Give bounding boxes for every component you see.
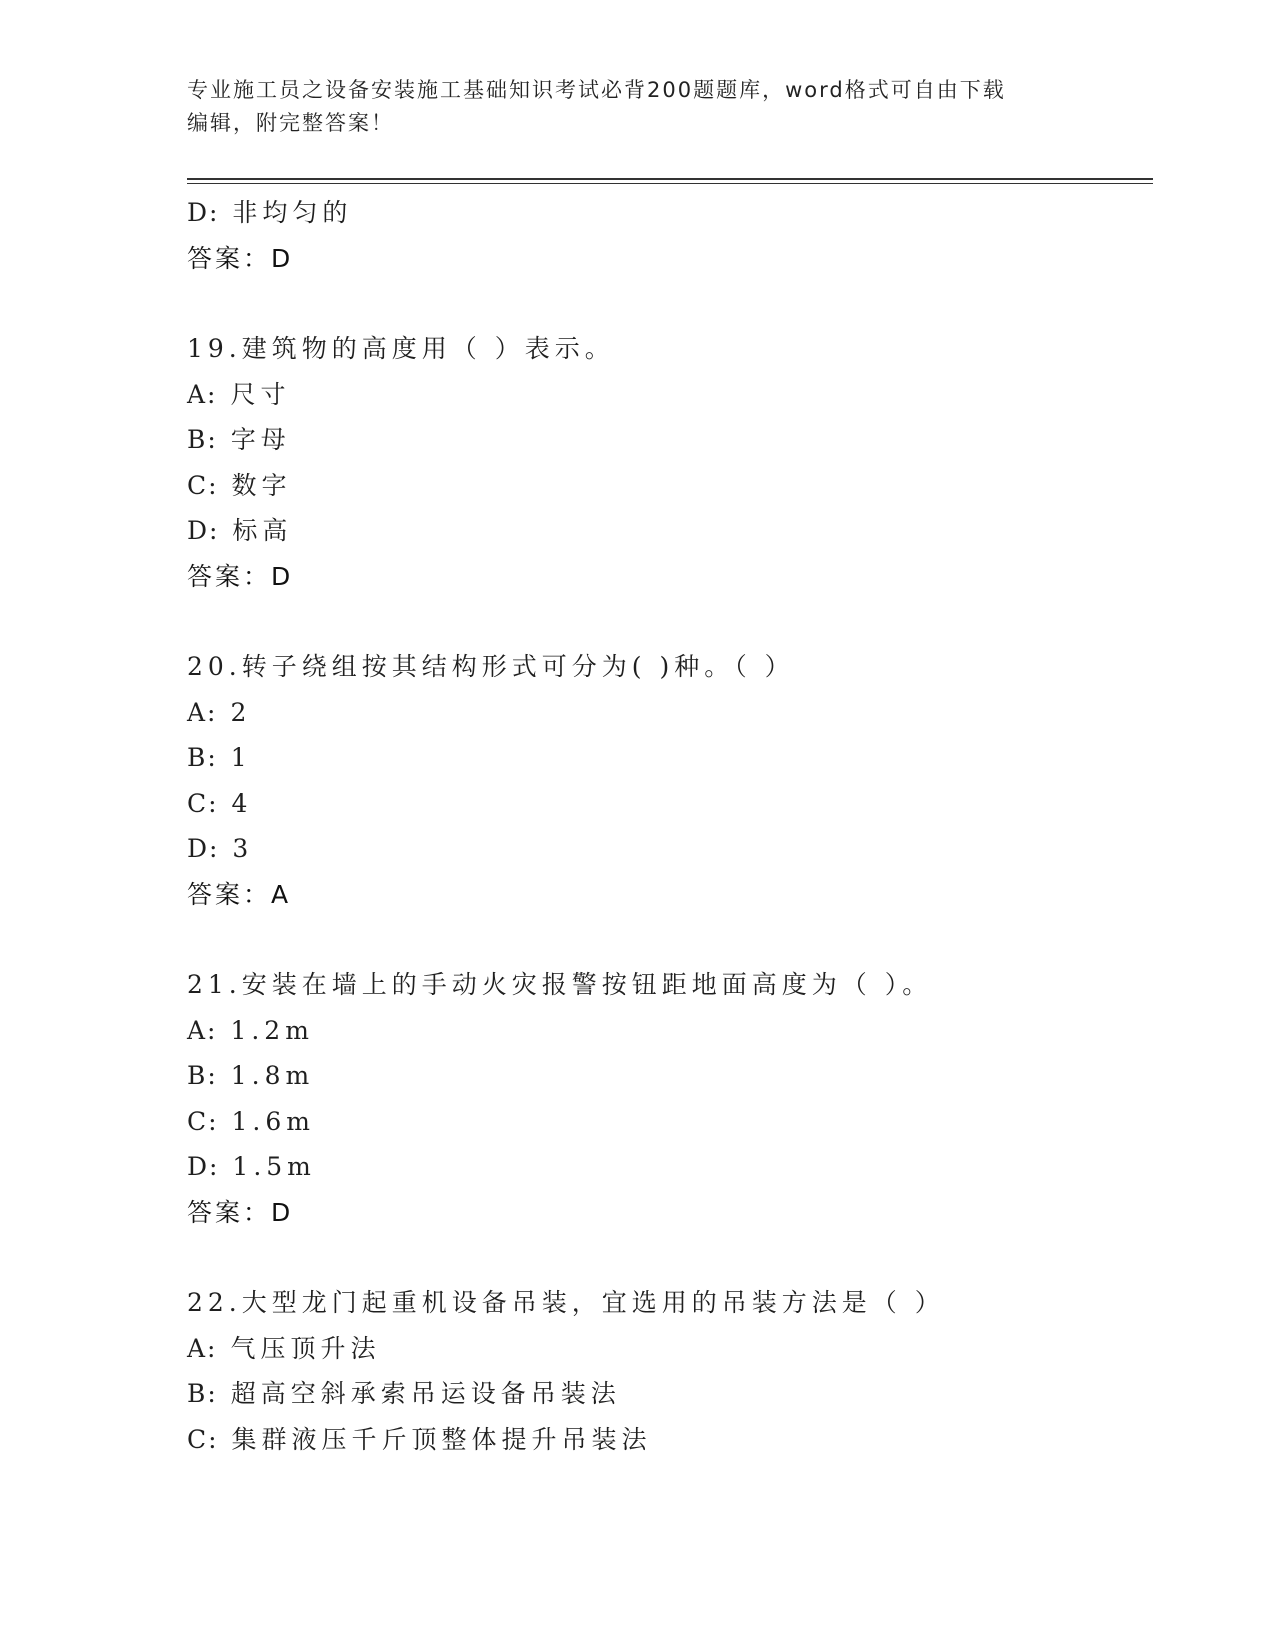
option-label: C: (187, 470, 219, 500)
option-text: 1.2m (230, 1015, 314, 1045)
option-label: B: (187, 743, 218, 772)
option-text: 数字 (231, 470, 292, 500)
option-text: 尺寸 (230, 379, 291, 409)
option-d (187, 508, 1153, 554)
continued-question (187, 190, 1153, 281)
option-a (187, 1326, 1153, 1372)
question-19 (187, 326, 1153, 599)
question-21 (187, 962, 1153, 1235)
spacer (187, 281, 1153, 326)
option-d (187, 1144, 1153, 1190)
header-divider-thin (187, 183, 1153, 184)
option-label: A: (187, 1333, 218, 1363)
option-text: 气压顶升法 (230, 1333, 381, 1363)
option-a (187, 372, 1153, 418)
answer: 答案：A (187, 879, 292, 909)
option-c (187, 781, 1153, 827)
option-label: D: (187, 1152, 220, 1181)
option-label: D: (187, 198, 220, 227)
option-label: A: (187, 1015, 218, 1045)
option-b (187, 417, 1153, 463)
option-a (187, 1008, 1153, 1054)
option-label: A: (187, 697, 218, 727)
option-label: D: (187, 516, 220, 545)
option-b (187, 735, 1153, 781)
option-c (187, 1099, 1153, 1145)
option-text: 1.6m (231, 1106, 315, 1136)
option-text: 1.8m (230, 1061, 315, 1090)
header-title-line-1: 专业施工员之设备安装施工基础知识考试必背200题题库，word格式可自由下载 (187, 78, 1006, 102)
option-text: 3 (232, 834, 254, 863)
option-text: 集群液压千斤顶整体提升吊装法 (231, 1424, 652, 1454)
question-list (187, 190, 1153, 1462)
header-divider-thick (187, 178, 1153, 180)
document-header (187, 74, 1087, 140)
option-text: 字母 (230, 425, 291, 454)
option-b (187, 1053, 1153, 1099)
option-label: D: (187, 834, 220, 863)
answer: 答案：D (187, 561, 294, 591)
option-d (187, 826, 1153, 872)
option-text: 1 (230, 743, 252, 772)
option-label: B: (187, 1061, 218, 1090)
spacer (187, 1235, 1153, 1280)
option-b (187, 1371, 1153, 1417)
option-text: 非均匀的 (232, 198, 353, 227)
question-stem: 19.建筑物的高度用（ ）表示。 (187, 334, 615, 363)
question-stem: 22.大型龙门起重机设备吊装，宜选用的吊装方法是（ ） (187, 1288, 945, 1317)
spacer (187, 599, 1153, 644)
question-stem: 21.安装在墙上的手动火灾报警按钮距地面高度为（ ）。 (187, 970, 933, 999)
question-stem: 20.转子绕组按其结构形式可分为( )种。（ ） (187, 652, 795, 681)
option-text: 1.5m (232, 1152, 316, 1181)
option-c (187, 463, 1153, 509)
option-text: 2 (230, 697, 252, 727)
option-text: 4 (231, 788, 253, 818)
option-a (187, 690, 1153, 736)
question-20 (187, 644, 1153, 917)
option-label: B: (187, 1379, 218, 1408)
option-label: C: (187, 1106, 219, 1136)
option-c (187, 1417, 1153, 1463)
option-label: C: (187, 1424, 219, 1454)
answer: 答案：D (187, 1197, 294, 1227)
option-d (187, 190, 1153, 236)
header-title-line-2: 编辑，附完整答案！ (187, 111, 394, 135)
answer: 答案：D (187, 243, 294, 273)
question-22 (187, 1280, 1153, 1462)
option-text: 超高空斜承索吊运设备吊装法 (230, 1379, 621, 1408)
option-label: C: (187, 788, 219, 818)
option-label: B: (187, 425, 218, 454)
option-label: A: (187, 379, 218, 409)
option-text: 标高 (232, 516, 293, 545)
spacer (187, 917, 1153, 962)
